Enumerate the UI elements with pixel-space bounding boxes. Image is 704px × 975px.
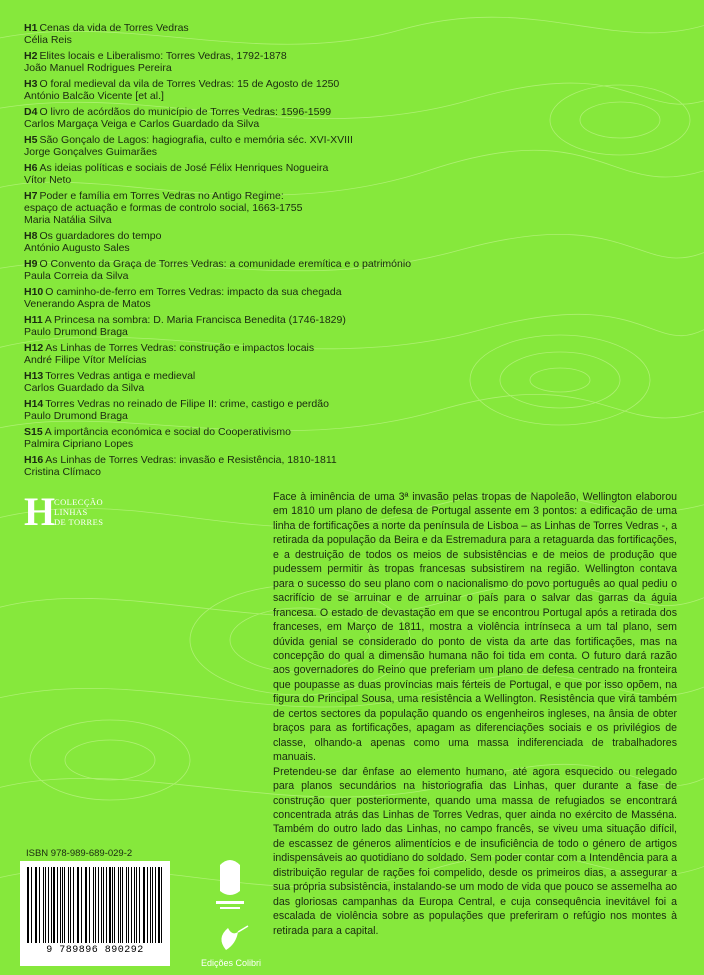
series-item (24, 162, 464, 186)
series-code: D4 (24, 106, 38, 118)
series-title (24, 134, 464, 146)
barcode-bar (136, 867, 137, 943)
barcode-bar (122, 867, 123, 943)
series-code: H16 (24, 454, 44, 466)
series-author: Cristina Clímaco (24, 466, 102, 478)
barcode-bar (89, 867, 90, 943)
barcode-bar (68, 867, 69, 943)
series-title (24, 314, 464, 326)
series-title-text: As Linhas de Torres Vedras: invasão e Resistência, 1810-1811 (45, 454, 337, 466)
logo-line-2: LINHAS (54, 507, 88, 517)
series-title-text: Poder e família em Torres Vedras no Antigo Regime: espaço de actuação e formas de controlo social, 1663-1755 (24, 190, 303, 214)
barcode-bar (51, 867, 52, 943)
series-title-text: Torres Vedras antiga e medieval (45, 370, 196, 382)
series-title (24, 78, 464, 90)
series-author: Palmira Cipriano Lopes (24, 438, 134, 450)
series-author: António Augusto Sales (24, 242, 130, 254)
series-title-text: O livro de acórdãos do município de Torres Vedras: 1596-1599 (39, 106, 332, 118)
series-title-text: O foral medieval da vila de Torres Vedras: 15 de Agosto de 1250 (39, 78, 340, 90)
barcode-digits: 9 789896 890292 (46, 945, 144, 956)
series-code: H10 (24, 286, 44, 298)
series-author: Vítor Neto (24, 174, 72, 186)
series-title (24, 426, 464, 438)
barcode-bar (109, 867, 110, 943)
series-code: H1 (24, 22, 38, 34)
series-item (24, 398, 464, 422)
series-code: H12 (24, 342, 44, 354)
series-title-text: O Convento da Graça de Torres Vedras: a comunidade eremítica e o património (39, 258, 412, 270)
series-title-text: Os guardadores do tempo (39, 230, 162, 242)
series-code: H7 (24, 190, 38, 202)
series-code: H13 (24, 370, 44, 382)
logo-line-1: COLECÇÃO (54, 497, 104, 507)
series-author: André Filipe Vítor Melícias (24, 354, 147, 366)
series-title (24, 106, 464, 118)
series-code: S15 (24, 426, 43, 438)
series-title (24, 50, 464, 62)
series-item (24, 314, 464, 338)
series-title (24, 162, 464, 174)
barcode-bar (81, 867, 82, 943)
series-author: António Balcão Vicente [et al.] (24, 90, 164, 102)
series-author: Paula Correia da Silva (24, 270, 129, 282)
series-code: H2 (24, 50, 38, 62)
series-item (24, 50, 464, 74)
series-item (24, 22, 464, 46)
series-author: Carlos Guardado da Silva (24, 382, 145, 394)
series-item (24, 286, 464, 310)
series-title-text: O caminho-de-ferro em Torres Vedras: impacto da sua chegada (45, 286, 342, 298)
series-author: Jorge Gonçalves Guimarães (24, 146, 158, 158)
series-item (24, 134, 464, 158)
barcode-area (20, 848, 170, 966)
series-title (24, 230, 464, 242)
series-item (24, 426, 464, 450)
series-code: H11 (24, 314, 43, 326)
barcode-bars (27, 867, 163, 943)
barcode-bar (64, 867, 65, 943)
barcode-bar (43, 867, 44, 943)
synopsis-paragraph-2: Pretendeu-se dar ênfase ao elemento humano, até agora esquecido ou relegado para planos secundários na historiografia das Linhas, quer durante a fase de construção quer posteriormente, quando uma massa de refugiados se encontrará concentrada atrás das Linhas de Torres Vedras, quer ainda no exército de Masséna. Também do outro lado das Linhas, no campo francês, se viveu uma situação difícil, de escassez de géneros alimentícios e de insuficiência de todo o género de artigos indispensáveis ao quotidiano do soldado. Sem poder contar com a Intendência para a distribuição regular de rações foi compelido, desde os primeiros dias, a assegurar a sua própria subsistência, instalando-se um modo de vida que pouco se assemelha ao das gloriosas campanhas da Europa Central, e cuja consequência inevitável foi a escalada de violência sobre as populações que preferiram o refúgio nos montes à retirada para a capital. (273, 765, 677, 937)
series-item (24, 454, 464, 478)
barcode-bar (150, 867, 151, 943)
series-title (24, 370, 464, 382)
synopsis-paragraph-1: Face à iminência de uma 3ª invasão pelas tropas de Napoleão, Wellington elaborou em 1810 um plano de defesa de Portugal assente em 3 pontos: a edificação de uma linha de fortificações a norte da península de Lisboa – as Linhas de Torres Vedras -, a retirada da população da Beira e da Estremadura para a retaguarda das fortificações, e a destruição de todos os meios de subsistências e de meios de produção que pudessem permitir às tropas francesas subsistirem na região. Wellington contava para o sucesso do seu plano com o nacionalismo do povo português ao qual pediu o sacrifício de se arruinar e de arruinar o país para o salvar das garras da águia francesa. O estado de devastação em que se encontrou Portugal após a retirada dos franceses, em Março de 1811, mostra a violência intrínseca a um tal plano, sem dúvida genial se considerado do ponto de vista da arte das fortificações, mas na concepção do qual a dimensão humana não foi tida em conta. O futuro dará razão aos governadores do Reino que preferiam um plano de defesa centrado na fronteira que poupasse as duas províncias mais férteis de Portugal, e que por isso opõem, na figura do Principal Sousa, uma resistência a Wellington. Resistência que virá também de certos sectores da população quando os engenheiros ingleses, na ânsia de obter braços para as fortificações, apagam as diferenciações sociais e os privilégios de classe, olhando-a apenas como uma massa indiferenciada de trabalhadores manuais. (273, 491, 677, 764)
publisher-imprint (186, 920, 276, 975)
series-title-text: São Gonçalo de Lagos: hagiografia, culto e memória séc. XVI-XVIII (39, 134, 353, 146)
series-author: Paulo Drumond Braga (24, 326, 128, 338)
series-author: Carlos Margaça Veiga e Carlos Guardado da Silva (24, 118, 260, 130)
series-title (24, 286, 464, 298)
series-author: Paulo Drumond Braga (24, 410, 128, 422)
series-author: Venerando Aspra de Matos (24, 298, 151, 310)
series-list (24, 22, 464, 482)
series-item (24, 370, 464, 394)
barcode-bar (139, 867, 140, 943)
barcode-bar (114, 867, 115, 943)
series-title-text: Elites locais e Liberalismo: Torres Vedras, 1792-1878 (39, 50, 287, 62)
barcode-bar (73, 867, 74, 943)
series-title (24, 190, 464, 214)
barcode-bar (93, 867, 94, 943)
synopsis-text (273, 490, 677, 938)
series-title (24, 398, 464, 410)
series-title (24, 342, 464, 354)
series-item (24, 78, 464, 102)
series-title (24, 454, 464, 466)
isbn-label: ISBN 978-989-689-029-2 (26, 848, 133, 859)
series-author: João Manuel Rodrigues Pereira (24, 62, 172, 74)
series-title-text: A importância económica e social do Cooperativismo (44, 426, 291, 438)
series-code: H14 (24, 398, 44, 410)
series-item (24, 190, 464, 226)
logo-letter: H (24, 489, 56, 534)
torres-vedras-crest-icon (190, 855, 270, 915)
series-title (24, 258, 464, 270)
barcode-bar (158, 867, 159, 943)
series-title-text: Torres Vedras no reinado de Filipe II: crime, castigo e perdão (45, 398, 329, 410)
series-code: H8 (24, 230, 38, 242)
series-title-text: A Princesa na sombra: D. Maria Francisca Benedita (1746-1829) (44, 314, 346, 326)
series-title-text: As Linhas de Torres Vedras: construção e impactos locais (45, 342, 315, 354)
logo-line-3: DE TORRES (54, 517, 104, 527)
series-item (24, 230, 464, 254)
barcode-bar (53, 867, 54, 943)
series-code: H9 (24, 258, 38, 270)
series-item (24, 106, 464, 130)
colibri-bird-icon (186, 920, 276, 958)
series-item (24, 258, 464, 282)
series-code: H6 (24, 162, 38, 174)
series-title-text: As ideias políticas e sociais de José Félix Henriques Nogueira (39, 162, 329, 174)
barcode-bar (128, 867, 129, 943)
barcode-bar (101, 867, 102, 943)
series-item (24, 342, 464, 366)
series-code: H3 (24, 78, 38, 90)
barcode-bar (31, 867, 32, 943)
barcode-bar (39, 867, 40, 943)
series-title (24, 22, 464, 34)
collection-logo (24, 489, 134, 534)
series-author: Célia Reis (24, 34, 72, 46)
series-title-text: Cenas da vida de Torres Vedras (39, 22, 189, 34)
series-author: Maria Natália Silva (24, 214, 112, 226)
publisher-name: Edições Colibri (200, 958, 262, 968)
series-code: H5 (24, 134, 38, 146)
